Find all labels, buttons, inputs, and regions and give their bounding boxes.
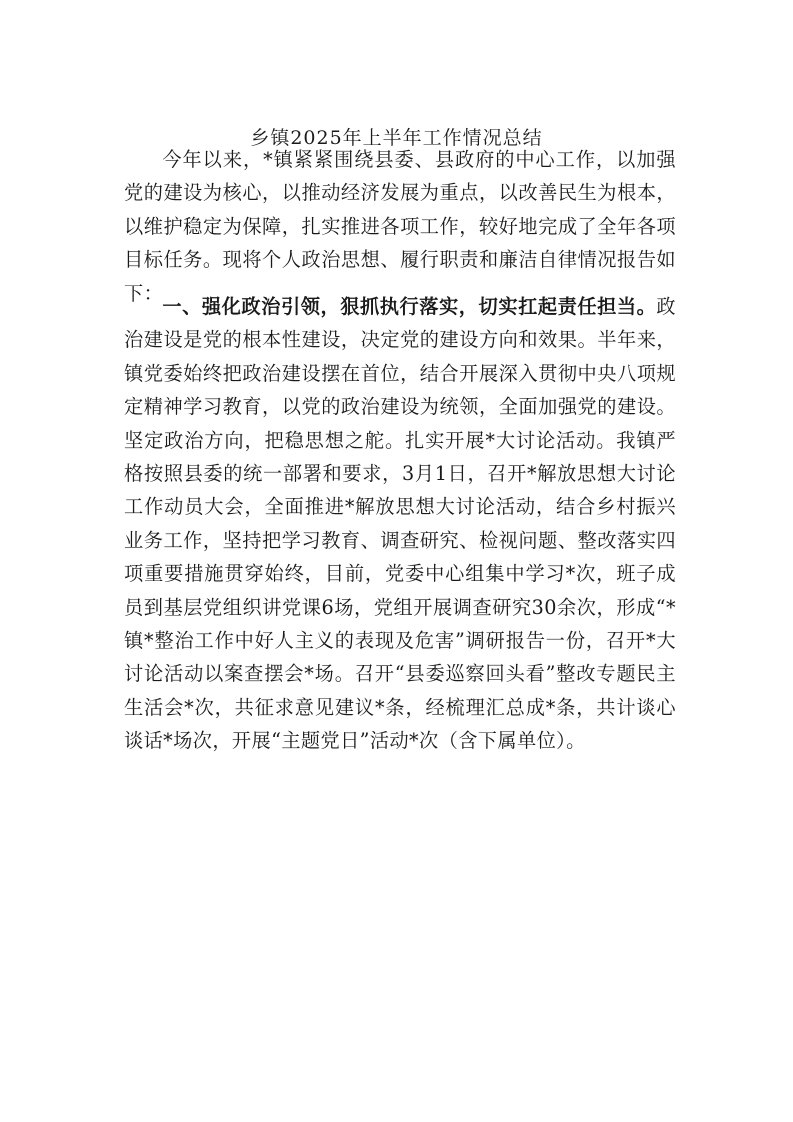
document-title: 乡镇2025年上半年工作情况总结	[250, 127, 543, 149]
section-one-body: 政治建设是党的根本性建设，决定党的建设方向和效果。半年来，镇党委始终把政治建设摆在首位，结合开展深入贯彻中央八项规定精神学习教育，以党的政治建设为统领，全面加强党的建设。坚定政治方向，把稳思想之舵。扎实开展*大讨论活动。我镇严格按照县委的统一部署和要求，3月1日，召开*解放思想大讨论工作动员大会，全面推进*解放思想大讨论活动，结合乡村振兴业务工作，坚持把学习教育、调查研究、检视问题、整改落实四项重要措施贯穿始终，目前，党委中心组集中学习*次，班子成员到基层党组织讲党课6场，党组开展调查研究30余次，形成“*镇*整治工作中好人主义的表现及危害”调研报告一份，召开*大讨论活动以案查摆会*场。召开“县委巡察回头看”整改专题民主生活会*次，共征求意见建议*条，经梳理汇总成*条，共计谈心谈话*场次，开展“主题党日”活动*次（含下属单位）。	[124, 295, 676, 753]
section-one-paragraph	[124, 290, 676, 758]
intro-paragraph-text: 今年以来，*镇紧紧围绕县委、县政府的中心工作，以加强党的建设为核心，以推动经济发展为重点，以改善民生为根本，以维护稳定为保障，扎实推进各项工作，较好地完成了全年各项目标任务。现将个人政治思想、履行职责和廉洁自律情况报告如下：	[124, 148, 676, 305]
section-one-heading: 一、强化政治引领，狠抓执行落实，切实扛起责任担当。	[162, 295, 657, 318]
intro-paragraph	[124, 143, 676, 310]
